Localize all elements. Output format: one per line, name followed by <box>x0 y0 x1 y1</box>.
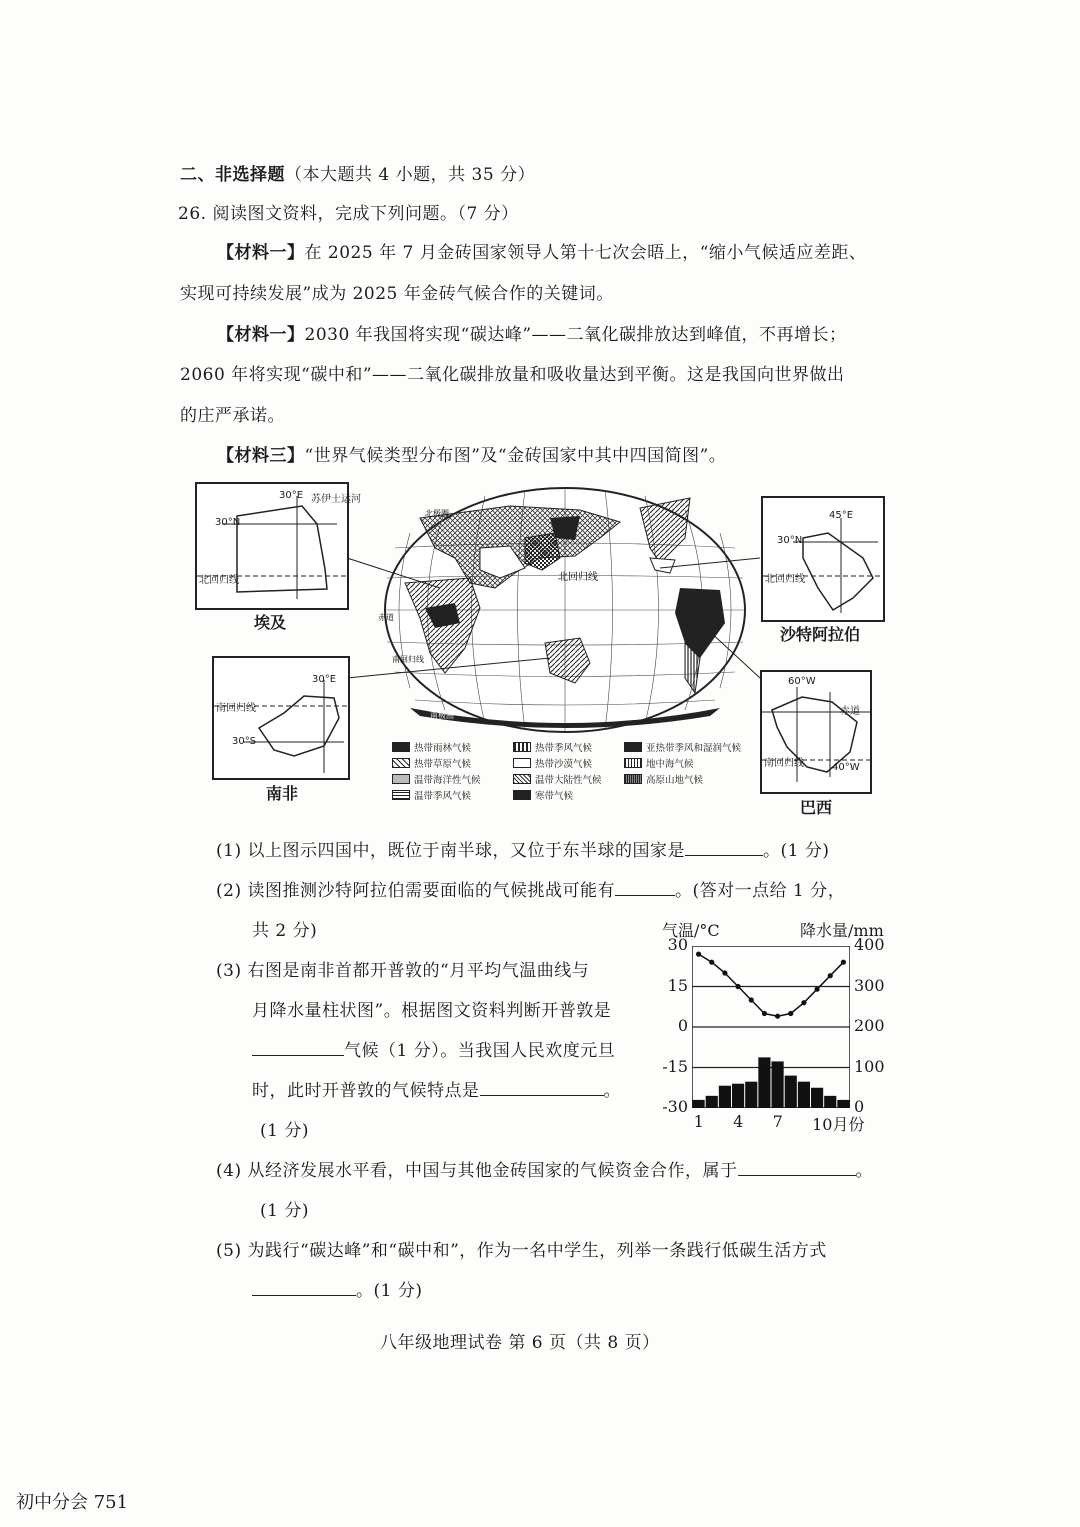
egypt-canal-label: 苏伊士运河 <box>311 494 361 505</box>
legend-label: 高原山地气候 <box>646 775 704 786</box>
question-prompt: 阅读图文资料，完成下列问题。（7 分） <box>212 204 519 224</box>
legend-swatch <box>392 742 410 752</box>
egypt-tropic-label: 北回归线 <box>199 575 239 586</box>
legend-swatch <box>513 774 531 784</box>
sa-lat-label: 30°S <box>232 736 257 747</box>
precip-bar <box>758 1057 770 1108</box>
page-footer: 八年级地理试卷 第 6 页（共 8 页） <box>380 1333 660 1353</box>
legend-label: 亚热带季风和湿润气候 <box>646 743 742 754</box>
section-header <box>180 160 535 185</box>
legend-swatch <box>392 774 410 784</box>
precip-bar <box>745 1082 757 1108</box>
sa-tropic-label: 南回归线 <box>216 703 256 714</box>
y-tick-right: 400 <box>854 935 885 954</box>
world-south-circle-label: 南极圈 <box>430 711 454 720</box>
question-number: 26. <box>178 204 207 224</box>
q3-line-4 <box>252 1076 621 1101</box>
q2-text: 读图推测沙特阿拉伯需要面临的气候挑战可能有 <box>247 881 615 901</box>
legend-swatch <box>624 774 642 784</box>
saudi-name: 沙特阿拉伯 <box>780 625 861 644</box>
q4-tail: 。 <box>855 1161 873 1181</box>
x-tick: 10月份 <box>812 1115 865 1134</box>
q4-text: 从经济发展水平看，中国与其他金砖国家的气候资金合作，属于 <box>247 1161 738 1181</box>
south-africa-name: 南非 <box>266 784 299 803</box>
y-tick-right: 200 <box>854 1016 885 1035</box>
saudi-tropic-label: 北回归线 <box>765 574 805 585</box>
x-tick: 7 <box>772 1112 783 1131</box>
south-africa-inset <box>212 656 350 780</box>
legend-swatch <box>513 790 531 800</box>
q3-text-4: 时，此时开普敦的气候特点是 <box>252 1081 480 1101</box>
section-note: （本大题共 4 小题，共 35 分） <box>285 165 536 185</box>
temperature-point <box>696 952 701 957</box>
precip-bar <box>785 1076 797 1108</box>
precip-bar <box>824 1096 836 1108</box>
material-2-text: 2030 年我国将实现“碳达峰”——二氧化碳排放达到峰值，不再增长； <box>304 325 847 345</box>
legend-label: 温带大陆性气候 <box>535 775 602 786</box>
q3-feature-blank[interactable] <box>480 1078 604 1096</box>
precip-bar <box>798 1082 810 1108</box>
question-3-line-1 <box>216 956 589 981</box>
temperature-point <box>735 984 740 989</box>
q5-answer-blank[interactable] <box>252 1278 356 1296</box>
legend-swatch <box>392 790 410 800</box>
precip-bar <box>706 1096 718 1108</box>
q2-tail: 。(答对一点给 1 分， <box>675 881 846 901</box>
question-5 <box>216 1236 827 1261</box>
precip-bar <box>719 1086 731 1108</box>
q2-line-2: 共 2 分) <box>252 921 318 941</box>
legend-item <box>513 788 573 802</box>
egypt-name: 埃及 <box>254 613 287 632</box>
temperature-point <box>749 997 754 1002</box>
precip-bar <box>693 1100 705 1108</box>
material-2-line-2: 2060 年将实现“碳中和”——二氧化碳排放量和吸收量达到平衡。这是我国向世界做出 <box>180 365 845 385</box>
precip-bar <box>837 1100 849 1108</box>
q3-line-2: 月降水量柱状图”。根据图文资料判断开普敦是 <box>252 1001 612 1021</box>
y-tick-right: 300 <box>854 975 885 995</box>
material-3-line-1 <box>217 441 726 466</box>
legend-label: 温带海洋性气候 <box>414 775 481 786</box>
q2-answer-blank[interactable] <box>615 878 675 896</box>
legend-item <box>624 740 741 754</box>
q3-text-3: 气候（1 分）。当我国人民欢度元旦 <box>344 1041 616 1061</box>
temperature-point <box>788 1011 793 1016</box>
chart-ylabel-right: 降水量/mm <box>800 921 884 940</box>
q5-number: (5) <box>216 1241 242 1261</box>
saudi-inset <box>761 496 885 622</box>
material-2-tag: 【材料一】 <box>217 325 305 345</box>
precip-bar <box>732 1084 744 1108</box>
legend-label: 温带季风气候 <box>414 791 472 802</box>
watermark: 初中分会 751 <box>16 1492 129 1513</box>
q1-answer-blank[interactable] <box>685 838 763 856</box>
q3-climate-blank[interactable] <box>252 1038 344 1056</box>
q1-text: 以上图示四国中，既位于南半球，又位于东半球的国家是 <box>247 841 685 861</box>
brazil-name: 巴西 <box>800 798 833 817</box>
legend-item <box>624 772 703 786</box>
y-tick-right: 0 <box>854 1097 865 1116</box>
temperature-point <box>709 960 714 965</box>
q3-line-5: (1 分) <box>260 1121 309 1141</box>
material-2-line-3: 的庄严承诺。 <box>180 406 285 426</box>
legend-label: 热带雨林气候 <box>414 743 472 754</box>
y-tick-left: 0 <box>677 1016 688 1035</box>
material-1-text: 在 2025 年 7 月金砖国家领导人第十七次会晤上，“缩小气候适应差距、 <box>304 243 867 263</box>
temperature-point <box>814 987 819 992</box>
saudi-lat-label: 30°N <box>777 535 803 546</box>
x-tick: 4 <box>733 1112 744 1131</box>
legend-swatch <box>624 758 642 768</box>
q3-line-3 <box>252 1036 615 1061</box>
saudi-lon-label: 45°E <box>829 510 854 521</box>
world-map <box>385 488 745 732</box>
y-tick-left: -30 <box>662 1097 688 1116</box>
precip-bar <box>772 1061 784 1108</box>
material-1-line-1 <box>217 238 866 263</box>
brazil-lon2-label: 40°W <box>832 762 860 773</box>
legend-label: 地中海气候 <box>646 759 694 770</box>
q2-number: (2) <box>216 881 242 901</box>
legend-swatch <box>392 758 410 768</box>
temperature-line <box>699 954 844 1016</box>
question-4 <box>216 1156 873 1181</box>
brazil-inset <box>760 670 872 794</box>
material-1-tag: 【材料一】 <box>217 243 305 263</box>
world-south-tropic-label: 南回归线 <box>392 655 424 664</box>
legend-item <box>513 772 602 786</box>
q3-number: (3) <box>216 961 242 981</box>
egypt-lat-label: 30°N <box>215 517 241 528</box>
y-tick-right: 100 <box>854 1056 885 1076</box>
legend-swatch <box>513 742 531 752</box>
x-tick: 1 <box>693 1112 704 1131</box>
q1-number: (1) <box>216 841 242 861</box>
temperature-point <box>828 973 833 978</box>
q1-tail: 。(1 分) <box>763 841 830 861</box>
egypt-inset <box>195 482 361 610</box>
world-north-circle-label: 北极圈 <box>425 509 449 518</box>
q3-text-1: 右图是南非首都开普敦的“月平均气温曲线与 <box>247 961 590 981</box>
legend-swatch <box>513 758 531 768</box>
material-3-text: “世界气候类型分布图”及“金砖国家中其中四国简图”。 <box>304 446 727 466</box>
sa-lon-label: 30°E <box>312 674 337 685</box>
temperature-point <box>801 1000 806 1005</box>
legend-label: 寒带气候 <box>535 791 574 802</box>
precip-bar <box>811 1088 823 1108</box>
legend-item <box>392 772 481 786</box>
legend-item <box>392 740 471 754</box>
q5-text: 为践行“碳达峰”和“碳中和”，作为一名中学生，列举一条践行低碳生活方式 <box>247 1241 827 1261</box>
q4-answer-blank[interactable] <box>738 1158 856 1176</box>
q5-tail: 。(1 分) <box>356 1281 423 1301</box>
temperature-point <box>775 1014 780 1019</box>
legend-item <box>624 756 694 770</box>
legend-label: 热带沙漠气候 <box>535 759 593 770</box>
y-tick-left: 30 <box>667 935 688 954</box>
y-tick-left: -15 <box>662 1056 688 1076</box>
legend-label: 热带草原气候 <box>414 759 472 770</box>
legend-item <box>392 756 471 770</box>
brazil-tropic-label: 南回归线 <box>764 758 804 769</box>
temperature-point <box>722 970 727 975</box>
q4-number: (4) <box>216 1161 242 1181</box>
temperature-point <box>841 960 846 965</box>
y-tick-left: 15 <box>667 975 688 995</box>
legend-item <box>513 756 592 770</box>
legend-item <box>513 740 592 754</box>
question-1 <box>216 836 829 861</box>
brazil-lon1-label: 60°W <box>788 676 816 687</box>
brazil-equator-label: 赤道 <box>840 706 860 717</box>
material-2-line-1 <box>217 320 847 345</box>
legend-swatch <box>624 742 642 752</box>
climate-chart <box>692 946 850 1108</box>
egypt-lon-label: 30°E <box>279 490 304 501</box>
q4-line-2: (1 分) <box>260 1201 309 1221</box>
question-2 <box>216 876 845 901</box>
material-3-tag: 【材料三】 <box>217 446 305 466</box>
chart-ylabel-left: 气温/°C <box>662 921 720 940</box>
question-line <box>178 199 519 224</box>
legend-item <box>392 788 471 802</box>
q5-line-2 <box>252 1276 422 1301</box>
world-north-tropic-label: 北回归线 <box>558 572 598 583</box>
material-1-line-2: 实现可持续发展”成为 2025 年金砖气候合作的关键词。 <box>180 284 614 304</box>
temperature-point <box>762 1011 767 1016</box>
q3-tail-4: 。 <box>603 1081 621 1101</box>
section-title: 二、非选择题 <box>180 165 285 185</box>
legend-label: 热带季风气候 <box>535 743 593 754</box>
world-equator-label: 赤道 <box>378 613 394 622</box>
